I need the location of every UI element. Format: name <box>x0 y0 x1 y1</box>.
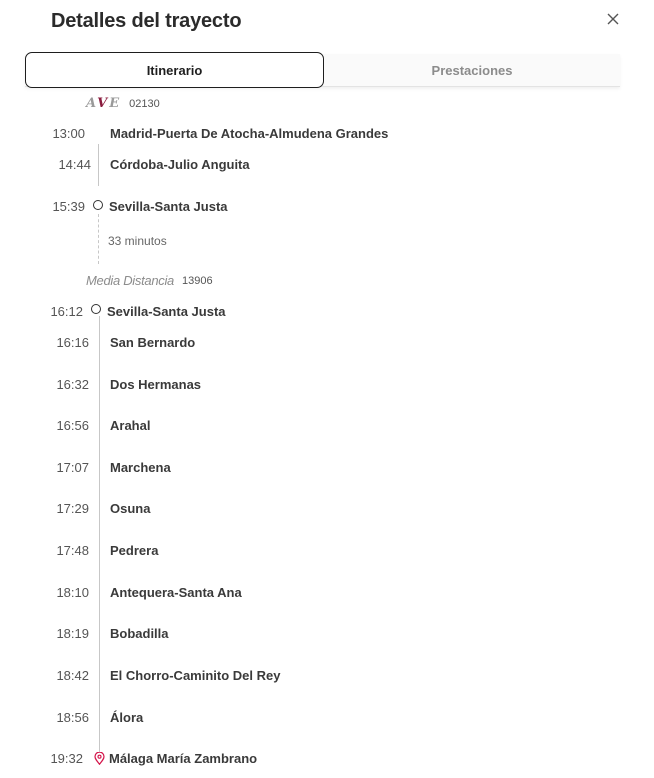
stop-marker-icon <box>93 200 103 210</box>
stop-time: 18:56 <box>56 710 89 725</box>
route-line <box>99 316 100 752</box>
tab-itinerario[interactable]: Itinerario <box>25 52 324 88</box>
stop-time: 16:12 <box>50 304 83 319</box>
stop-station: El Chorro-Caminito Del Rey <box>110 668 281 683</box>
stop-station: Málaga María Zambrano <box>109 751 258 766</box>
transfer-duration: 33 minutos <box>108 234 167 248</box>
stop-time: 18:19 <box>56 626 89 641</box>
stop-time: 18:42 <box>56 668 89 683</box>
close-icon[interactable] <box>604 10 622 28</box>
transfer-line <box>98 214 99 264</box>
map-pin-icon <box>94 752 105 765</box>
stop-station: San Bernardo <box>110 335 196 350</box>
tab-prestaciones[interactable]: Prestaciones <box>431 62 513 78</box>
stop-time: 18:10 <box>56 585 89 600</box>
stop-station: Sevilla-Santa Justa <box>109 199 228 214</box>
stop-station: Arahal <box>110 418 151 433</box>
stop-time: 15:39 <box>52 199 85 214</box>
stop-time: 16:16 <box>56 335 89 350</box>
stop-station: Córdoba-Julio Anguita <box>110 157 250 172</box>
stop-station: Osuna <box>110 501 151 516</box>
stop-time: 13:00 <box>52 126 85 141</box>
train-number: 02130 <box>129 97 160 110</box>
page-title: Detalles del trayecto <box>51 10 242 32</box>
stop-station: Sevilla-Santa Justa <box>107 304 226 319</box>
train-header <box>86 273 213 288</box>
stop-time: 16:32 <box>56 377 89 392</box>
stop-station: Bobadilla <box>110 626 169 641</box>
stop-station: Madrid-Puerta De Atocha-Almudena Grandes <box>110 126 389 141</box>
stop-time: 19:32 <box>50 751 83 766</box>
train-number: 13906 <box>182 274 213 287</box>
stop-station: Pedrera <box>110 543 159 558</box>
stop-station: Álora <box>110 710 144 725</box>
stop-time: 17:07 <box>56 460 89 475</box>
stop-marker-icon <box>91 304 101 314</box>
stop-time: 16:56 <box>56 418 89 433</box>
stop-station: Antequera-Santa Ana <box>110 585 242 600</box>
ave-logo: AVE <box>86 96 122 111</box>
stop-time: 17:48 <box>56 543 89 558</box>
route-line <box>98 144 99 186</box>
train-header <box>86 96 160 111</box>
tabs <box>25 52 620 88</box>
stop-time: 17:29 <box>56 501 89 516</box>
stop-time: 14:44 <box>58 157 91 172</box>
stop-station: Marchena <box>110 460 171 475</box>
media-distancia-logo: Media Distancia <box>86 273 174 288</box>
stop-station: Dos Hermanas <box>110 377 202 392</box>
